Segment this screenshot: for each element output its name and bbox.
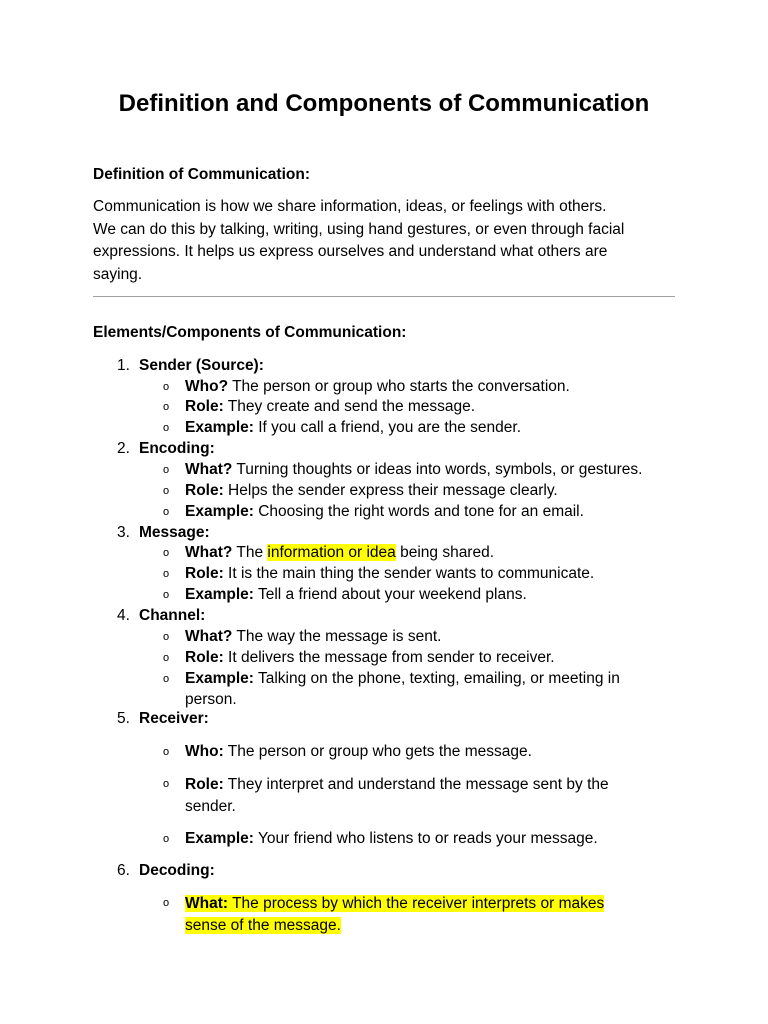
list-item xyxy=(185,742,680,763)
list-item xyxy=(185,543,680,564)
sub-text: Your friend who listens to or reads your message. xyxy=(253,830,598,847)
sub-text: person. xyxy=(185,690,237,708)
item-title-sender: Sender (Source): xyxy=(139,357,264,374)
bullet-icon: o xyxy=(163,778,170,790)
sub-text: sender. xyxy=(185,797,236,815)
sub-text: being shared. xyxy=(395,544,495,561)
highlighted-text: sense of the message. xyxy=(185,917,341,934)
highlighted-text: information or idea xyxy=(267,544,396,561)
sub-text: The xyxy=(232,544,268,561)
sub-text: The person or group who starts the conversation. xyxy=(228,378,570,395)
bullet-icon: o xyxy=(163,631,170,643)
sub-label: Role: xyxy=(185,649,224,666)
bullet-icon: o xyxy=(163,401,170,413)
item-title-receiver: Receiver: xyxy=(139,710,209,727)
bullet-icon: o xyxy=(163,897,170,909)
sub-label: Role: xyxy=(185,398,224,415)
sub-text: The person or group who gets the message. xyxy=(223,743,532,760)
list-item xyxy=(185,829,680,850)
bullet-icon: o xyxy=(163,673,170,685)
list-item xyxy=(185,377,680,398)
list-item xyxy=(185,585,680,606)
definition-heading: Definition of Communication: xyxy=(93,166,310,183)
item-number: 1. xyxy=(117,357,130,374)
sub-label: Example: xyxy=(185,830,254,847)
sub-text: Turning thoughts or ideas into words, symbols, or gestures. xyxy=(232,461,643,478)
list-item xyxy=(185,669,680,711)
definition-line: expressions. It helps us express ourselves and understand what others are xyxy=(93,243,608,260)
sub-text: If you call a friend, you are the sender. xyxy=(253,419,522,436)
list-item xyxy=(185,397,680,418)
item-number: 5. xyxy=(117,710,130,727)
sub-text: It is the main thing the sender wants to communicate. xyxy=(223,565,595,582)
item-title-encoding: Encoding: xyxy=(139,440,215,457)
list-item xyxy=(185,627,680,648)
sub-label: Role: xyxy=(185,482,224,499)
bullet-icon: o xyxy=(163,746,170,758)
list-item xyxy=(185,502,680,523)
bullet-icon: o xyxy=(163,422,170,434)
sub-text: The way the message is sent. xyxy=(232,628,442,645)
list-item xyxy=(185,774,680,817)
definition-paragraph xyxy=(93,196,678,286)
document-title: Definition and Components of Communication xyxy=(118,90,650,117)
item-title-message: Message: xyxy=(139,524,210,541)
bullet-icon: o xyxy=(163,547,170,559)
sub-label: Role: xyxy=(185,565,224,582)
horizontal-divider xyxy=(93,296,675,297)
bullet-icon: o xyxy=(163,833,170,845)
sub-label: Who: xyxy=(185,743,224,760)
definition-line: saying. xyxy=(93,265,143,283)
item-number: 3. xyxy=(117,524,130,541)
bullet-icon: o xyxy=(163,464,170,476)
item-number: 6. xyxy=(117,862,130,879)
sub-text: Tell a friend about your weekend plans. xyxy=(253,586,527,603)
list-item xyxy=(185,481,680,502)
bullet-icon: o xyxy=(163,568,170,580)
definition-line: We can do this by talking, writing, using hand gestures, or even through facial xyxy=(93,220,625,238)
bullet-icon: o xyxy=(163,381,170,393)
list-item xyxy=(185,648,680,669)
list-item xyxy=(185,418,680,439)
sub-text: They create and send the message. xyxy=(223,398,476,415)
list-item xyxy=(185,564,680,585)
list-item xyxy=(185,893,680,937)
bullet-icon: o xyxy=(163,506,170,518)
sub-label: What? xyxy=(185,628,233,645)
item-title-decoding: Decoding: xyxy=(139,862,215,879)
sub-text: The process by which the receiver interprets or makes xyxy=(228,895,605,912)
sub-label: Who? xyxy=(185,378,229,395)
definition-line: Communication is how we share information, ideas, or feelings with others. xyxy=(93,198,607,215)
list-item xyxy=(185,460,680,481)
sub-text: It delivers the message from sender to receiver. xyxy=(223,649,555,666)
sub-label: Example: xyxy=(185,670,254,687)
bullet-icon: o xyxy=(163,485,170,497)
sub-label: Example: xyxy=(185,503,254,520)
bullet-icon: o xyxy=(163,652,170,664)
sub-label: Example: xyxy=(185,419,254,436)
sub-text: Helps the sender express their message clearly. xyxy=(223,482,558,499)
item-title-channel: Channel: xyxy=(139,607,206,624)
sub-label: Role: xyxy=(185,776,224,793)
sub-label: What: xyxy=(185,895,229,912)
sub-label: What? xyxy=(185,544,233,561)
bullet-icon: o xyxy=(163,589,170,601)
item-number: 4. xyxy=(117,607,130,624)
sub-text: Choosing the right words and tone for an email. xyxy=(253,503,584,520)
highlighted-text xyxy=(185,895,604,912)
sub-text: They interpret and understand the message sent by the xyxy=(223,776,609,793)
elements-heading: Elements/Components of Communication: xyxy=(93,324,407,341)
item-number: 2. xyxy=(117,440,130,457)
sub-label: What? xyxy=(185,461,233,478)
sub-label: Example: xyxy=(185,586,254,603)
sub-text: Talking on the phone, texting, emailing, or meeting in xyxy=(253,670,620,687)
